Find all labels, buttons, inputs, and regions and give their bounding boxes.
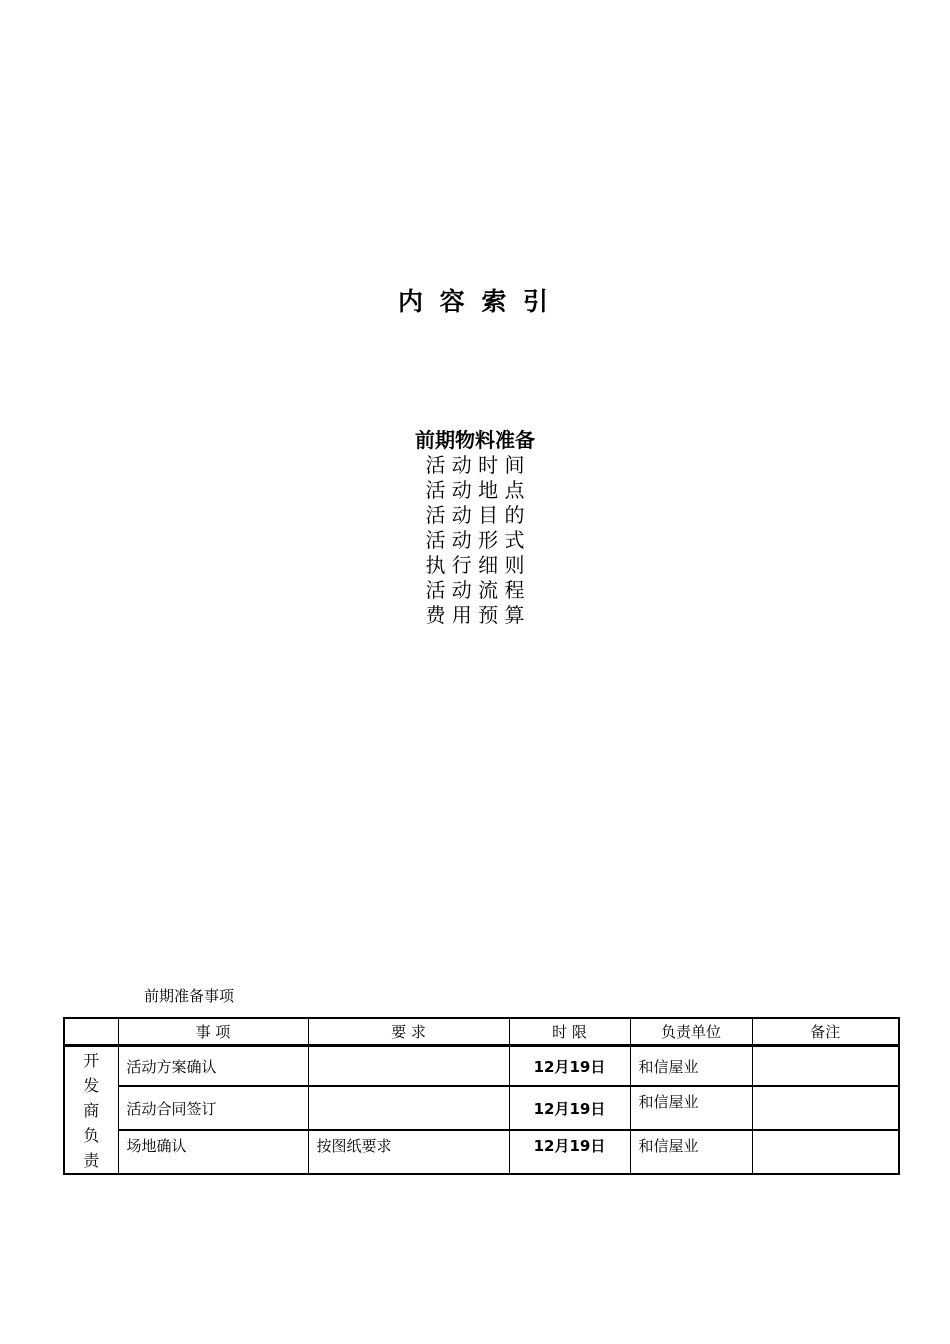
toc-item: 活 动 时 间 <box>425 453 525 477</box>
time-cell: 12月19日 <box>509 1130 630 1174</box>
header-cell: 时 限 <box>509 1018 630 1046</box>
time-cell: 12月19日 <box>509 1046 630 1087</box>
side-label-char: 负 <box>83 1125 100 1145</box>
table-of-contents <box>0 428 950 628</box>
unit-cell: 和信屋业 <box>630 1130 752 1174</box>
item-cell: 场地确认 <box>118 1130 308 1174</box>
table-row <box>64 1130 899 1174</box>
table-row <box>64 1086 899 1130</box>
item-cell: 活动方案确认 <box>118 1046 308 1087</box>
header-cell: 事 项 <box>118 1018 308 1046</box>
header-cell: 要 求 <box>308 1018 509 1046</box>
note-cell <box>752 1086 899 1130</box>
toc-item: 活 动 目 的 <box>425 503 525 527</box>
unit-cell: 和信屋业 <box>630 1046 752 1087</box>
requirement-cell: 按图纸要求 <box>308 1130 509 1174</box>
item-cell: 活动合同签订 <box>118 1086 308 1130</box>
section-caption: 前期准备事项 <box>144 987 235 1005</box>
requirement-cell <box>308 1046 509 1087</box>
note-cell <box>752 1046 899 1087</box>
header-cell <box>64 1018 118 1046</box>
note-cell <box>752 1130 899 1174</box>
responsible-party-label <box>64 1046 118 1175</box>
header-cell: 负责单位 <box>630 1018 752 1046</box>
unit-cell: 和信屋业 <box>630 1086 752 1130</box>
toc-item: 费 用 预 算 <box>425 603 525 627</box>
preparation-table <box>63 1017 900 1175</box>
toc-item: 前期物料准备 <box>415 428 535 452</box>
toc-item: 活 动 流 程 <box>425 578 525 602</box>
table-row <box>64 1046 899 1087</box>
side-label-char: 发 <box>83 1075 100 1095</box>
side-label-char: 责 <box>83 1150 100 1170</box>
table-header-row <box>64 1018 899 1046</box>
toc-item: 执 行 细 则 <box>425 553 525 577</box>
side-label-char: 商 <box>83 1100 100 1120</box>
requirement-cell <box>308 1086 509 1130</box>
toc-item: 活 动 形 式 <box>425 528 525 552</box>
side-label-char: 开 <box>83 1050 100 1070</box>
header-cell: 备注 <box>752 1018 899 1046</box>
time-cell: 12月19日 <box>509 1086 630 1130</box>
page-title: 内 容 索 引 <box>397 287 553 316</box>
toc-item: 活 动 地 点 <box>425 478 525 502</box>
